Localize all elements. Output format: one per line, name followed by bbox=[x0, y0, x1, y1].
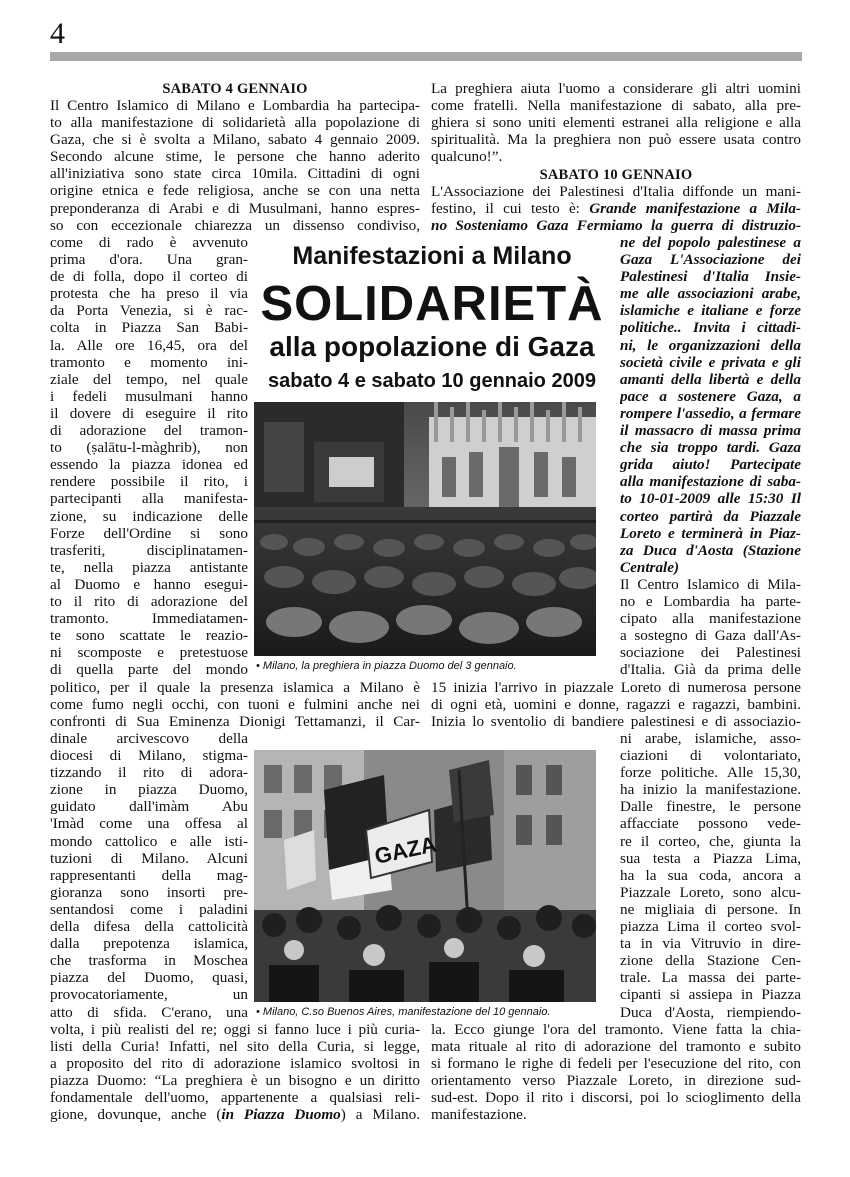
right-column-narrow bbox=[620, 576, 801, 679]
text-line: cipato alla manifestazione bbox=[620, 610, 801, 628]
text-line: piazza Duomo: “La preghiera è un bisogno e un diritto bbox=[50, 1072, 420, 1090]
text-line: ne del popolo palestinese a bbox=[620, 234, 801, 251]
text-line: Gaza L'Associazione dei bbox=[620, 251, 801, 269]
text-line: rendere possibile il rito, i bbox=[50, 473, 248, 491]
text-line: fondamentale dell'uomo, appartenente a qualsiasi reli- bbox=[50, 1089, 420, 1107]
text-line: sentandosi come i paladini bbox=[50, 900, 248, 918]
text-line: d'Italia. Già da prima delle bbox=[620, 661, 801, 679]
text-line: il massacro di massa prima bbox=[620, 422, 801, 440]
text-line: 'Imàd come una offesa al bbox=[50, 815, 248, 833]
text-line: diocesi di Milano, stigma- bbox=[50, 747, 248, 765]
text-line: spiritualità. Ma la preghiera non può essere usata contro bbox=[431, 131, 801, 149]
text-line: dinale arcivescovo della bbox=[50, 730, 248, 747]
text-line: a proposito del rito di adorazione islamico svoltosi in bbox=[50, 1055, 420, 1073]
text-line: to 10-01-2009 alle 15:30 Il bbox=[620, 490, 801, 508]
text-line: islamiche e italiane e forze bbox=[620, 302, 801, 320]
text-line: come fratelli. Nella manifestazione di sabato, alla pre- bbox=[431, 97, 801, 115]
text-line: pace a sostenere Gaza, a bbox=[620, 387, 801, 405]
text-line: mondo cattolico e alle isti- bbox=[50, 832, 248, 850]
text-line: società civile e privata e gli bbox=[620, 353, 801, 371]
text-line: zione, su indicazione delle bbox=[50, 507, 248, 525]
box-subheadline: alla popolazione di Gaza bbox=[269, 331, 595, 362]
text-line: Forze dell'Ordine si sono bbox=[50, 524, 248, 542]
text-line: Centrale) bbox=[620, 558, 680, 576]
right-column-wide bbox=[431, 679, 801, 730]
text-line: gioranza sono insorti pre- bbox=[50, 883, 248, 901]
text-line: me alle associazioni arabe, bbox=[620, 285, 801, 303]
text-line: prima d'ora. Una gran- bbox=[50, 251, 248, 269]
right-column-sec2-intro bbox=[431, 183, 801, 200]
text-line: guidato dall'imàm Abu bbox=[50, 798, 248, 816]
text-line: to alla manifestazione di solidarietà alla popolazione di bbox=[50, 114, 420, 132]
text-line: provocatoriamente, un bbox=[50, 986, 248, 1004]
box-kicker: Manifestazioni a Milano bbox=[292, 242, 572, 270]
text-line: no e Lombardia ha parte- bbox=[620, 593, 801, 611]
text-line: te sono scattate le reazio- bbox=[50, 627, 248, 645]
text-line: zione in piazza Duomo, bbox=[50, 781, 248, 799]
section-heading-sabato-10: SABATO 10 GENNAIO bbox=[539, 167, 693, 183]
text-line: ta in via Vitruvio in dire- bbox=[620, 935, 801, 953]
left-column-bottom bbox=[50, 1021, 420, 1106]
text-line: politico, per il quale la presenza islamica a Milano è bbox=[50, 679, 420, 696]
text-line: so con eccezionale chiarezza un dissenso condiviso, bbox=[50, 216, 420, 234]
text-line: La preghiera aiuta l'uomo a considerare gli altri uomini bbox=[431, 80, 801, 97]
text-line: trasferiti, disciplinatamen- bbox=[50, 541, 248, 559]
text-line: zione della Stazione Cen- bbox=[620, 952, 801, 970]
text-line: orientamento verso Piazzale Loreto, in direzione sud- bbox=[431, 1072, 801, 1090]
text-line: Loreto e terminerà in Piaz- bbox=[620, 524, 801, 542]
text-line: tizzando il rito di adora- bbox=[50, 764, 248, 782]
text-line: origine etnica e fede religiosa, anche se con una netta bbox=[50, 182, 420, 200]
text-line: dalla prepotenza islamica, bbox=[50, 935, 248, 953]
text-line: i fedeli musulmani hanno bbox=[50, 387, 248, 405]
text-line: za Duca d'Aosta (Stazione bbox=[620, 541, 801, 559]
text-line: protesta che ha preso il via bbox=[50, 285, 248, 303]
text-line: Gaza, che si è svolta a Milano, sabato 4 gennaio 2009. bbox=[50, 131, 420, 149]
text-line: della difesa della cattolicità bbox=[50, 918, 248, 936]
text-line: listi della Curia! Infatti, nel sito della Curia, si legge, bbox=[50, 1038, 420, 1056]
text-line: ha la sua coda, ancora a bbox=[620, 866, 801, 884]
text-line: di quella parte del mondo bbox=[50, 661, 248, 679]
text-line: rompere l'assedio, a fermare bbox=[620, 404, 801, 422]
text-line: colta in Piazza San Babi- bbox=[50, 319, 248, 337]
left-column-wide bbox=[50, 679, 420, 730]
text-line: sociazione dei Palestinesi bbox=[620, 644, 801, 662]
text-line: 15 inizia l'arrivo in piazzale Loreto di numerosa persone bbox=[431, 679, 801, 696]
text-line: to il rito di adorazione del bbox=[50, 592, 248, 610]
text-line: che sia troppo tardi. Gaza bbox=[620, 439, 801, 457]
text-line: corteo partirà da Piazzale bbox=[620, 507, 801, 525]
text-line: la. Ecco giunge l'ora del tramonto. Viene fatta la chia- bbox=[431, 1021, 801, 1038]
right-column-top bbox=[431, 80, 801, 165]
left-column-narrow bbox=[50, 234, 248, 678]
text-line: piazza Lima il corteo svol- bbox=[620, 918, 801, 936]
text-line: alla manifestazione di saba- bbox=[620, 473, 801, 491]
text-line: volta, i più realisti del re; oggi si fanno luce i più curia- bbox=[50, 1021, 420, 1038]
left-column-last-line: gione, dovunque, anche (in Piazza Duomo) a Milano. bbox=[50, 1106, 420, 1123]
text-line: da Porta Venezia, si è rac- bbox=[50, 302, 248, 320]
text-line: di adorazione del tramon- bbox=[50, 422, 248, 440]
text-line: la. Alle ore 16,45, ora del bbox=[50, 336, 248, 354]
text-line: Piazzale Loreto, sono alcu- bbox=[620, 883, 801, 901]
text-line: Dalle finestre, le persone bbox=[620, 798, 801, 816]
text-line: forze politiche. Alle 15,30, bbox=[620, 764, 801, 782]
right-column-sec2-line2: festino, il cui testo è: Grande manifestazione a Mila- bbox=[431, 200, 801, 217]
text-line: atto di sfida. C'erano, una bbox=[50, 1003, 248, 1021]
text-line: ciazioni di volontariato, bbox=[620, 747, 801, 765]
text-line: ni arabe, islamiche, asso- bbox=[620, 730, 801, 747]
text-line: come di rado è avvenuto bbox=[50, 234, 248, 251]
text-line: grida aiuto! Partecipate bbox=[620, 456, 801, 474]
text-line: mata rituale al rito di adorazione del tramonto e subito bbox=[431, 1038, 801, 1056]
text-line: al Duomo e hanno esegui- bbox=[50, 575, 248, 593]
text-line: de di folla, dopo il corteo di bbox=[50, 268, 248, 286]
text-line: partecipanti alla manifesta- bbox=[50, 490, 248, 508]
text-line: confronti di Sua Eminenza Dionigi Tettamanzi, il Car- bbox=[50, 713, 420, 731]
text-line: amanti della libertà e della bbox=[620, 370, 801, 388]
text-line: si formano le righe di fedeli per l'esecuzione del rito, con bbox=[431, 1055, 801, 1073]
photo2-caption: • Milano, C.so Buenos Aires, manifestazione del 10 gennaio. bbox=[256, 1006, 551, 1018]
box-headline: SOLIDARIETÀ bbox=[260, 277, 604, 331]
page-number: 4 bbox=[50, 17, 65, 50]
text-line: ziale del tempo, nel quale bbox=[50, 370, 248, 388]
text-line: Duca d'Aosta, riempiendo- bbox=[620, 1003, 801, 1021]
text-line: Inizia lo sventolio di bandiere palestinesi e di associazio- bbox=[431, 713, 801, 731]
photo1-caption: • Milano, la preghiera in piazza Duomo del 3 gennaio. bbox=[256, 660, 517, 672]
text-line: sud-est. Dopo il rito i discorsi, poi lo scioglimento della bbox=[431, 1089, 801, 1107]
left-column-intro bbox=[50, 97, 420, 234]
text-line: L'Associazione dei Palestinesi d'Italia diffonde un mani- bbox=[431, 183, 801, 200]
text-line: Secondo alcune stime, le persone che hanno aderito bbox=[50, 148, 420, 166]
text-line: to (ṣalātu-l-màghrib), non bbox=[50, 439, 248, 457]
text-line: tuzioni di Milano. Alcuni bbox=[50, 849, 248, 867]
photo-prayer-piazza-duomo bbox=[254, 402, 596, 656]
text-line: Il Centro Islamico di Mila- bbox=[620, 576, 801, 593]
text-line: piazza del Duomo, quasi, bbox=[50, 969, 248, 987]
text-line: che trasforma in Moschea bbox=[50, 952, 248, 970]
text-line: qualcuno!”. bbox=[431, 148, 503, 166]
photo-demonstration-corso-buenos-aires bbox=[254, 750, 596, 1002]
text-line: ni, le organizzazioni della bbox=[620, 336, 801, 354]
text-line: di ogni età, uomini e donne, ragazzi e ragazzi, bambini. bbox=[431, 696, 801, 714]
text-line: come fumo negli occhi, con tuoni e fulmini anche nei bbox=[50, 696, 420, 714]
text-line: re il corteo, che, giunta la bbox=[620, 832, 801, 850]
text-line: ghiera si sono uniti elementi estranei alla religione e alla bbox=[431, 114, 801, 132]
text-line: manifestazione. bbox=[431, 1106, 527, 1124]
right-column-sec2-line3: no Sosteniamo Gaza Fermiamo la guerra di distruzio- bbox=[431, 217, 801, 234]
text-line: a sostegno di Gaza dall'As- bbox=[620, 627, 801, 645]
text-line: cipanti si assiepa in Piazza bbox=[620, 986, 801, 1004]
text-line: politiche.. Invita i cittadi- bbox=[620, 319, 801, 337]
box-dates: sabato 4 e sabato 10 gennaio 2009 bbox=[268, 370, 596, 392]
text-line: rappresentanti della mag- bbox=[50, 866, 248, 884]
text-line: ne migliaia di persone. In bbox=[620, 900, 801, 918]
text-line: preponderanza di Arabi e di Musulmani, hanno espres- bbox=[50, 199, 420, 217]
text-line: all'iniziativa sono state circa 10mila. Cittadini di ogni bbox=[50, 165, 420, 183]
text-line: affacciate possono vede- bbox=[620, 815, 801, 833]
text-line: ha inizio la manifestazione. bbox=[620, 781, 801, 799]
text-line: il dovere di eseguire il rito bbox=[50, 404, 248, 422]
right-column-bottom bbox=[431, 1021, 801, 1124]
right-column-narrow-2 bbox=[620, 730, 801, 1021]
left-column-narrow-2 bbox=[50, 730, 248, 1021]
text-line: trale. La massa dei parte- bbox=[620, 969, 801, 987]
text-line: essendo la piazza idonea ed bbox=[50, 456, 248, 474]
text-line: tramonto. Immediatamen- bbox=[50, 610, 248, 628]
text-line: Palestinesi d'Italia Insie- bbox=[620, 268, 801, 286]
text-line: ni scomposte e pretestuose bbox=[50, 644, 248, 662]
header-rule bbox=[50, 52, 802, 61]
text-line: Il Centro Islamico di Milano e Lombardia ha partecipa- bbox=[50, 97, 420, 114]
gaza-sign-text: GAZA bbox=[372, 831, 439, 869]
section-heading-sabato-4: SABATO 4 GENNAIO bbox=[162, 81, 308, 97]
text-line: sua testa a Piazza Lima, bbox=[620, 849, 801, 867]
manifesto-text bbox=[620, 234, 801, 576]
text-line: tramonto e momento ini- bbox=[50, 353, 248, 371]
text-line: te, nella piazza antistante bbox=[50, 558, 248, 576]
